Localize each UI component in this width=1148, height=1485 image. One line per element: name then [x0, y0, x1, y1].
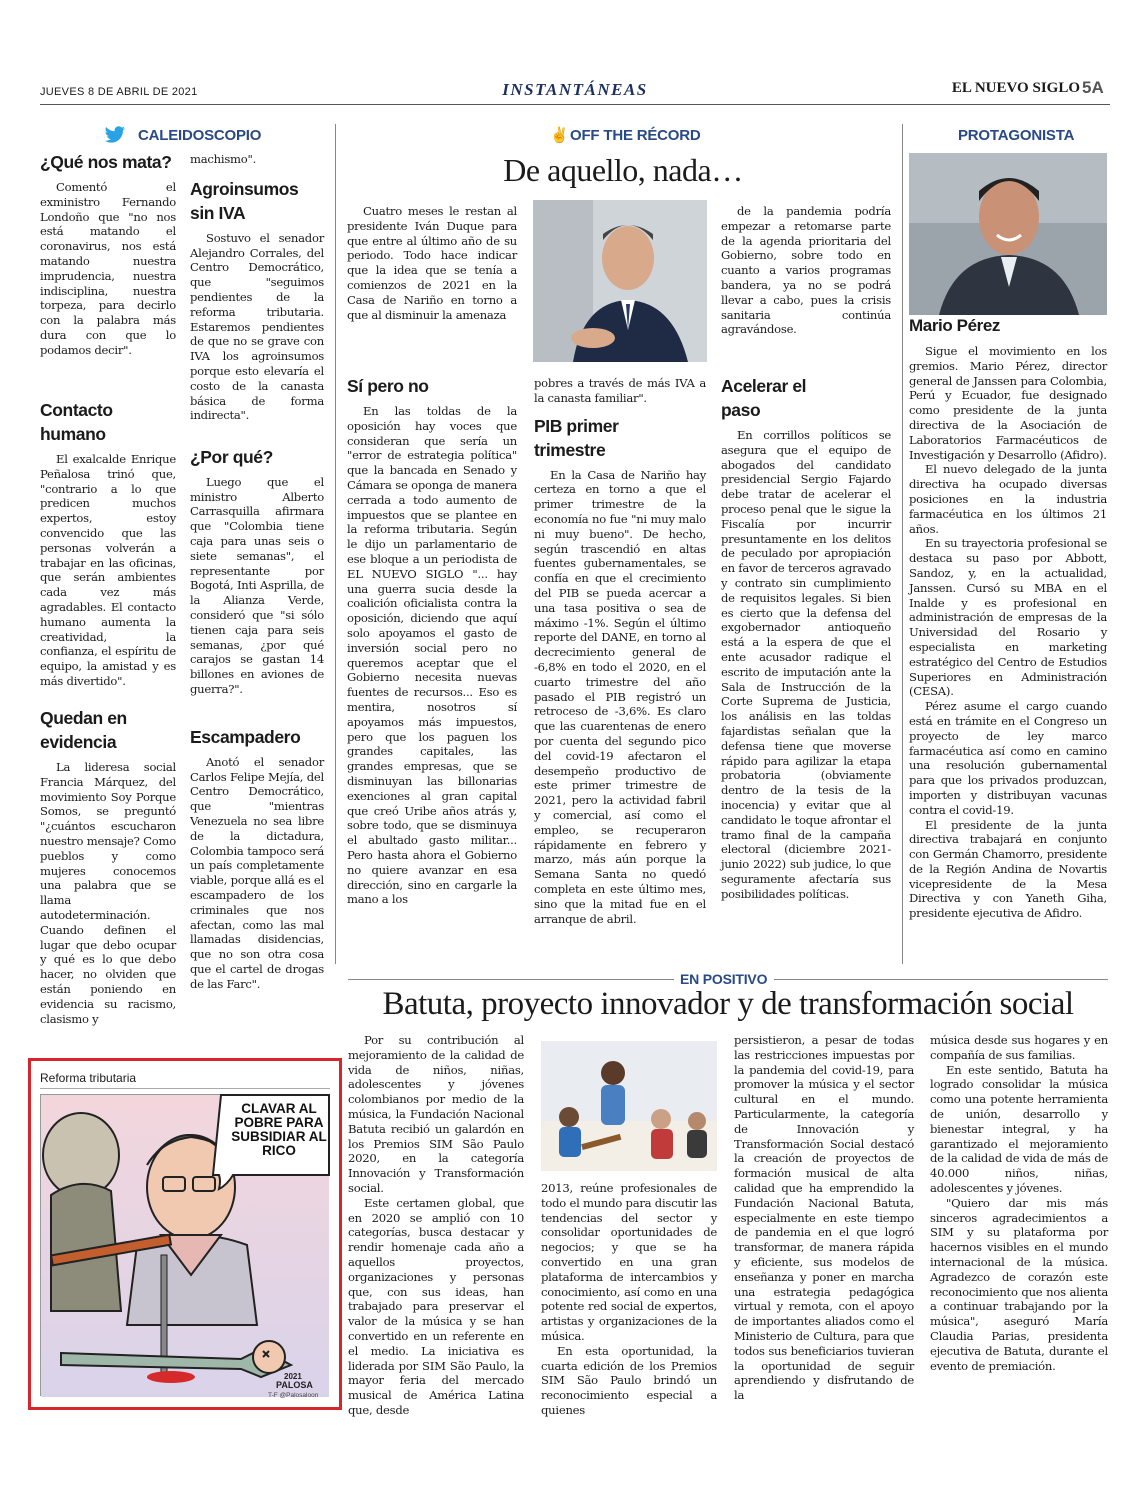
item-body-continued: pobres a través de más IVA a la canasta familiar".	[534, 376, 706, 405]
batuta-photo	[541, 1041, 717, 1171]
item-heading: PIB primer trimestre	[534, 415, 619, 460]
peace-hand-icon: ✌	[550, 126, 569, 144]
item-body: El exalcalde Enrique Peñalosa trinó que, "contrario a lo que predicen muchos expertos, estoy convencido que las personas volverán a trabajar en las oficinas, que serán ambientes cada vez más agradables. El contacto humano aumenta la creatividad, la confianza, el espíritu de equipo, la amistad y es más divertido".	[40, 452, 176, 688]
en-positivo-label: EN POSITIVO	[680, 971, 768, 987]
item-heading: Escampadero	[190, 726, 301, 747]
intro-left: Cuatro meses le restan al presidente Iván Duque para que entre al último año de su periodo. Todo hace indicar que la idea que se tenía a comienzos de 2021 en la Casa de Nariño en torno a que al disminuir la amenaza	[347, 204, 517, 322]
item-body: En las toldas de la oposición hay voces que consideran que sería un "error de estrategia política" que la bancada en Senado y Cámara se oponga de manera cerrada a todo aumento de impuestos que se plantee en la reforma tributaria. Según le dijo un parlamentario de ese bloque a un periodista de EL NUEVO SIGLO "... hay una guerra sucia desde la coalición oficialista contra la oposición, diciendo que aquí solo apoyamos el gasto de inversión social pero no queremos aceptar que el Gobierno necesita nuevas fuentes de recursos... Eso es mentira, nosotros sí apoyamos más impuestos, pero que los paguen los grandes capitales, las grandes empresas, que se disminuyan las billonarias exenciones al gran capital que creó Uribe años atrás y, sobre todo, que se disminuya el abultado gasto militar... Pero hasta ahora el Gobierno no quiere avanzar en esa dirección, sino en cargarle la mano a los	[347, 404, 517, 907]
item-heading: ¿Qué nos mata?	[40, 152, 172, 172]
intro-right: de la pandemia podría empezar a retomarse parte de la agenda prioritaria del Gobierno, sobre todo en cuanto a varios programas bandera, ya no se podrá llevar a cabo, pues la crisis sanitaria continúa agravándose.	[721, 204, 891, 337]
item-heading: Agroinsumos sin IVA	[190, 178, 299, 223]
off-the-record-label: OFF THE RÉCORD	[570, 127, 701, 144]
item-heading: ¿Por qué?	[190, 446, 273, 467]
item-body: En corrillos políticos se asegura que el equipo de abogados del candidato presidencial Sergio Fajardo debe tratar de acelerar el proceso penal que le sigue la Fiscalía por incurrir presuntamente en los delitos de peculado por apropiación en favor de terceros agravado y contrato sin cumplimiento de requisitos legales. Si bien es cierto que la defensa del exgobernador antioqueño está a la espera de que el ente acusador radique el escrito de imputación ante la Sala de Instrucción de la Corte Suprema de Justicia, los análisis en las toldas fajardistas señalan que la defensa tiene que moverse rápido para agilizar la etapa probatoria (obviamente dentro de la tesis de la inocencia) y evitar que al candidato le toque afrontar el tramo final de la campaña electoral (diciembre 2021-junio 2022) sub judice, lo que seguramente afectaría sus posibilidades políticas.	[721, 428, 891, 901]
cartoon-caption: Reforma tributaria	[40, 1071, 137, 1085]
section-name: INSTANTÁNEAS	[502, 80, 648, 99]
item-body: Comentó el exministro Fernando Londoño que "no nos está matando el coronavirus, nos está matando nuestra imprudencia, nuestra indisciplina, nuestra torpeza, para decirlo con la palabra más dura con que lo podamos decir".	[40, 180, 176, 357]
protagonista-label: PROTAGONISTA	[958, 127, 1075, 144]
cartoon-speech-balloon: CLAVAR AL POBRE PARA SUBSIDIAR AL RICO	[231, 1101, 327, 1158]
batuta-col-1: Por su contribución al mejoramiento de la calidad de vida de niños, niñas, adolescentes y jóvenes colombianos por medio de la música, la Fundación Nacional Batuta recibió un galardón en los Premios SIM São Paulo 2020, en la categoría Innovación y Transformación social. Este certamen global, que en 2020 se amplió con 10 categorías, busca destacar y rendir homenaje cada año a aquellos proyectos, organizaciones y personas que, con sus ideas, han trabajado para preservar el valor de la música y se han convertido en un referente en el medio. La iniciativa es liderada por SIM São Paulo, la mayor feria del mercado musical de América Latina que, desde	[348, 1033, 524, 1417]
cartoon-rule	[40, 1088, 330, 1089]
pib-column	[534, 376, 706, 942]
item-body: La lideresa social Francia Márquez, del movimiento Soy Porque Somos, se preguntó "¿cuántos escucharon nuestro mensaje? Como pueblos y como mujeres conocemos una palabra que se llama autodeterminación. Cuando definen el lugar que debo ocupar y qué es lo que debo hacer, no olviden que están poniendo en evidencia su racismo, clasismo y	[40, 760, 176, 1026]
president-photo	[533, 200, 707, 362]
cartoon-signature: PALOSA	[276, 1380, 313, 1390]
item-heading: Sí pero no	[347, 376, 429, 396]
newspaper-brand: EL NUEVO SIGLO	[951, 80, 1080, 96]
mario-perez-photo	[909, 153, 1107, 315]
item-body: En la Casa de Nariño hay certeza en torno a que el primer trimestre de la economía no fue "ni muy malo ni muy bueno". De hecho, según trascendió en altas fuentes gubernamentales, se confía en que el crecimiento del PIB se pueda acercar a una tasa positiva o sea de máximo -1%. Según el último reporte del DANE, en torno al decrecimiento general de -6,8% en todo el 2020, en el cuarto trimestre del año pasado el PIB registró un retroceso de -3,6%. Es claro que las cuarentenas de enero por cuenta del segundo pico del covid-19 afectaron el desempeño productivo de este primer trimestre de 2021, pero la actividad fabril y comercial, así como el empleo, se recuperaron rápidamente en febrero y marzo, más aún porque la Semana Santa no quedó completa en este último mes, sino que la mitad fue en el arranque de abril.	[534, 467, 706, 926]
batuta-col-3: persistieron, a pesar de todas las restricciones impuestas por la pandemia del covid-19, para promover la música y el sector cultural en el mundo. Particularmente, la categoría de Innovación y Transformación Social destacó la creación de proyectos de formación musical de alta calidad que ha emprendido la Fundación Nacional Batuta, especialmente en este tiempo de pandemia en el que logró transformar, de manera rápida y eficiente, sus modelos de enseñanza y poner en marcha una estrategia pedagógica virtual y remota, con el apoyo de importantes aliados como el Ministerio de Cultura, para que todos sus beneficiarios tuvieran la oportunidad de seguir aprendiendo y disfrutando de la	[734, 1033, 914, 1403]
off-the-record-title: De aquello, nada…	[503, 152, 743, 188]
section-rule	[348, 979, 674, 980]
item-heading: Quedan en evidencia	[40, 708, 127, 752]
acelerar-column	[721, 374, 891, 956]
column-divider	[335, 124, 336, 964]
protagonista-name: Mario Pérez	[909, 316, 1001, 335]
cartoon-year: 2021	[284, 1372, 302, 1381]
twitter-icon	[104, 126, 126, 148]
sipero-column	[347, 374, 517, 932]
item-heading: Acelerar el paso	[721, 376, 807, 420]
caleidoscopio-label: CALEIDOSCOPIO	[138, 127, 262, 144]
batuta-col-2: 2013, reúne profesionales de todo el mundo para discutir las tendencias del sector y consolidar oportunidades de negocios; y que se ha convertido en una gran plataforma de intercambios y conocimiento, así como en una potente red social de expertos, artistas y organizaciones de la música. En esta oportunidad, la cuarta edición de los Premios SIM São Paulo brindó un reconocimiento especial a quienes	[541, 1181, 717, 1417]
section-rule	[774, 979, 1108, 980]
column-divider	[902, 124, 903, 964]
item-body: Sostuvo el senador Alejandro Corrales, del Centro Democrático, que "seguimos pendientes de la reforma tributaria. Estaremos pendientes de que no se grave con IVA los agroinsumos porque esto elevaría el costo de la canasta básica de forma indirecta".	[190, 230, 324, 423]
page-number: 5A	[1082, 78, 1104, 97]
item-body: Anotó el senador Carlos Felipe Mejía, del Centro Democrático, que "mientras Venezuela no sea libre de la dictadura, Colombia tampoco será un país completamente viable, porque allá es el escampadero de los criminales que nos afectan, como las mal llamadas disidencias, que no son otra cosa que el cartel de drogas de las Farc".	[190, 754, 324, 991]
cartoon-credit: T-F @Palosaloon	[268, 1392, 319, 1399]
item-body: Luego que el ministro Alberto Carrasquilla afirmara que "Colombia tiene caja para unas seis o siete semanas", el representante por Bogotá, Inti Asprilla, de la Alianza Verde, consideró que "si sólo tienen caja para seis semanas, ¿por qué carajos se gastan 14 billones en aviones de guerra?".	[190, 474, 324, 696]
issue-date: JUEVES 8 DE ABRIL DE 2021	[40, 86, 198, 98]
batuta-col-4: música desde sus hogares y en compañía de sus familias. En este sentido, Batuta ha logrado consolidar la música como una potente herramienta de unión, desarrollo y bienestar integral, y ha garantizado el mejoramiento de la calidad de vida de más de 40.000 niños, niñas, adolescentes y jóvenes. "Quiero dar mis más sinceros agradecimientos a SIM y su plataforma por hacernos visibles en el mundo internacional de la música. Agradezco de corazón este reconocimiento que nos alienta a continuar trabajando por la música", aseguró María Claudia Parias, presidenta ejecutiva de Batuta, durante el evento de premiación.	[930, 1033, 1108, 1373]
item-body-continued: machismo".	[190, 152, 257, 166]
caleidoscopio-col-2	[190, 152, 324, 1035]
header-rule	[40, 104, 1110, 105]
item-heading: Contacto humano	[40, 400, 113, 444]
batuta-title: Batuta, proyecto innovador y de transformación social	[382, 986, 1074, 1022]
caleidoscopio-col-1	[40, 150, 176, 1026]
protagonista-body: Sigue el movimiento en los gremios. Mario Pérez, director general de Janssen para Colombia, Perú y Ecuador, fue designado como presidente de la junta directiva de la Asociación de Laboratorios Farmacéuticos de Investigación y Desarrollo (Afidro). El nuevo delegado de la junta directiva ha ocupado diversas posiciones en la industria farmacéutica en los últimos 21 años. En su trayectoria profesional se destaca su paso por Abbott, Sandoz, y, en la actualidad, Janssen. Cursó su MBA en el Inalde y es profesional en administración de empresas de la Universidad del Rosario y especialista en marketing estratégico del Centro de Estudios Superiores en Administración (CESA). Pérez asume el cargo cuando está en trámite en el Congreso un proyecto de ley marco farmacéutica así como en camino una resolución gubernamental para que los privados produzcan, importen y distribuyan vacunas contra el covid-19. El presidente de la junta directiva trabajará en conjunto con Germán Chamorro, presidente de la Región Andina de Novartis vicepresidente de la Mesa Directiva y con Yaneth Giha, presidente ejecutiva de Afidro.	[909, 344, 1107, 921]
